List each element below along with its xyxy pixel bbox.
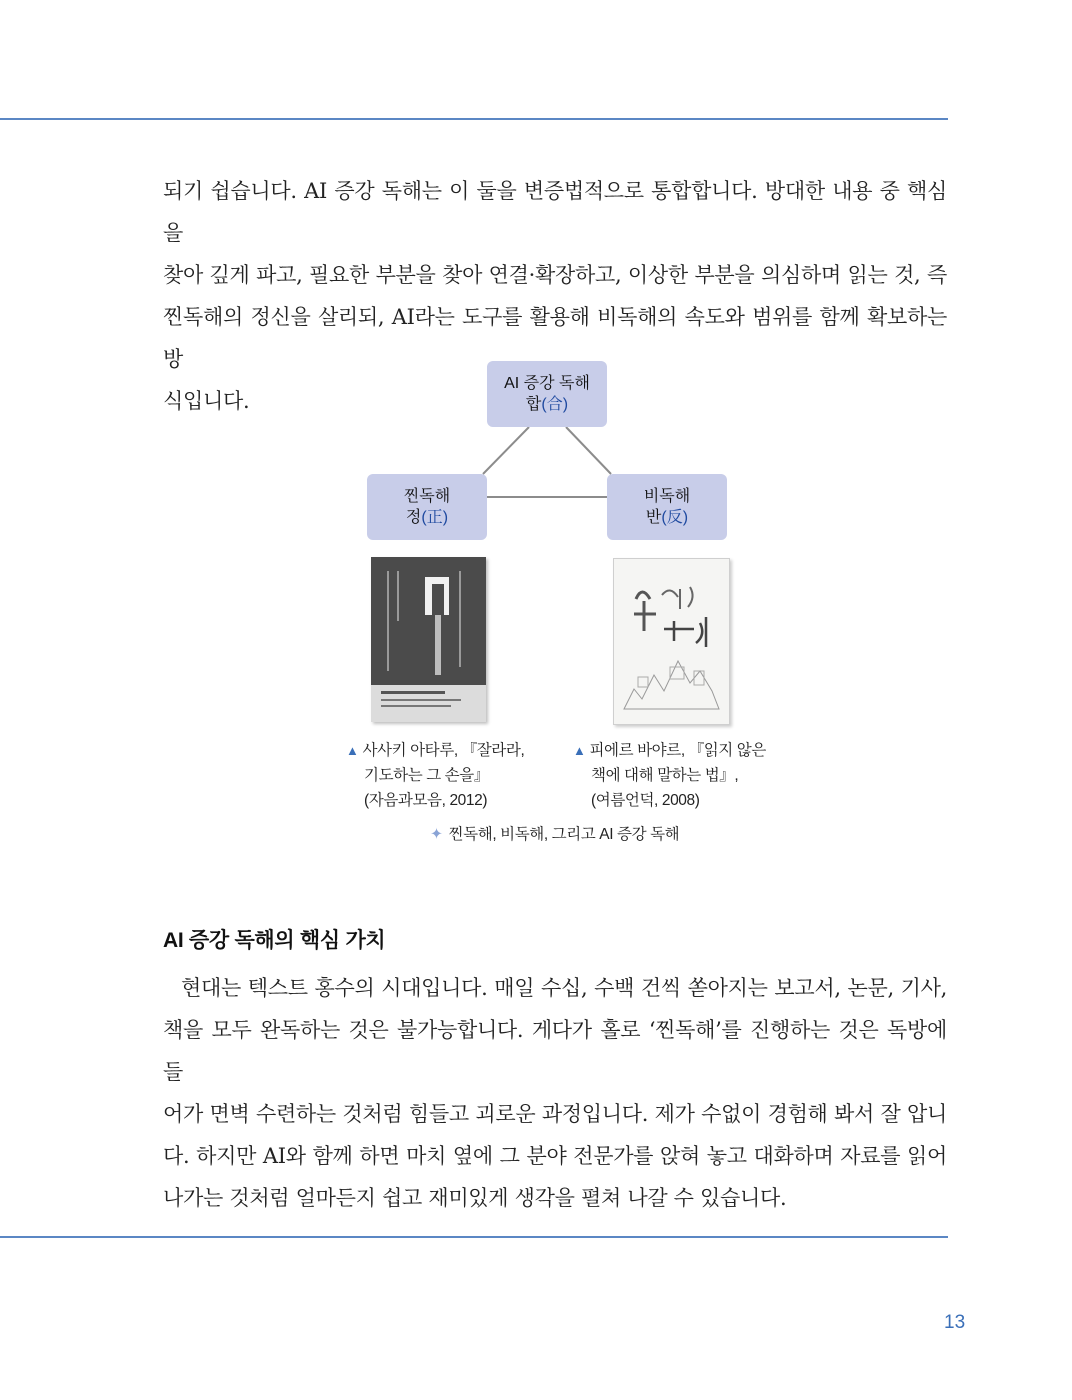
text-line: 식입니다. [163, 389, 250, 413]
text-line: 찾아 깊게 파고, 필요한 부분을 찾아 연결·확장하고, 이상한 부분을 의심하며 읽는 것, 즉 [163, 263, 947, 287]
book-caption-right: ▲ 피에르 바야르, 『읽지 않은 책에 대해 말하는 법』, (여름언덕, 2008) [573, 742, 766, 809]
bottom-rule [0, 1236, 948, 1238]
paragraph-core-value [163, 967, 947, 1219]
node-term: 합(合) [525, 396, 569, 413]
diagram-node-synthesis [487, 361, 607, 427]
book-cover-right [613, 558, 730, 725]
figure-caption: ✦ 찐독해, 비독해, 그리고 AI 증강 독해 [430, 826, 680, 843]
triangle-bullet-icon: ▲ [346, 743, 359, 758]
connector-top-right [566, 427, 611, 474]
book-cover-art [614, 559, 729, 724]
node-term: 정(正) [405, 509, 449, 526]
book-cover-left [371, 557, 486, 722]
text-line: 어가 면벽 수련하는 것처럼 힘들고 괴로운 과정입니다. 제가 수없이 경험해 봐서 잘 압니 [163, 1102, 947, 1126]
text-line: 현대는 텍스트 홍수의 시대입니다. 매일 수십, 수백 건씩 쏟아지는 보고서, 논문, 기사, [181, 976, 947, 1000]
book-caption-left: ▲ 사사키 아타루, 『잘라라, 기도하는 그 손을』 (자음과모음, 2012) [346, 742, 525, 809]
node-term: 반(反) [645, 509, 689, 526]
text-line: 다. 하지만 AI와 함께 하면 마치 옆에 그 분야 전문가를 앉혀 놓고 대화하며 자료를 읽어 [163, 1144, 947, 1168]
triangle-bullet-icon: ▲ [573, 743, 586, 758]
text-line: 찐독해의 정신을 살리되, AI라는 도구를 활용해 비독해의 속도와 범위를 함께 확보하는 방 [163, 305, 947, 371]
page-number: 13 [944, 1312, 966, 1333]
sparkle-icon: ✦ [430, 826, 443, 843]
node-label: 찐독해 [403, 488, 451, 505]
diagram-node-antithesis [607, 474, 727, 540]
node-label: AI 증강 독해 [504, 375, 590, 392]
connector-top-left [483, 427, 529, 474]
diagram-node-thesis [367, 474, 487, 540]
text-line: 책을 모두 완독하는 것은 불가능합니다. 게다가 홀로 ‘찐독해’를 진행하는 것은 독방에 들 [163, 1018, 947, 1084]
text-line: 되기 쉽습니다. AI 증강 독해는 이 둘을 변증법적으로 통합합니다. 방대한 내용 중 핵심을 [163, 179, 947, 245]
book-cover-art [371, 557, 486, 722]
section-heading: AI 증강 독해의 핵심 가치 [163, 929, 386, 952]
text-line: 나가는 것처럼 얼마든지 쉽고 재미있게 생각을 펼쳐 나갈 수 있습니다. [163, 1186, 787, 1210]
node-label: 비독해 [643, 488, 691, 505]
